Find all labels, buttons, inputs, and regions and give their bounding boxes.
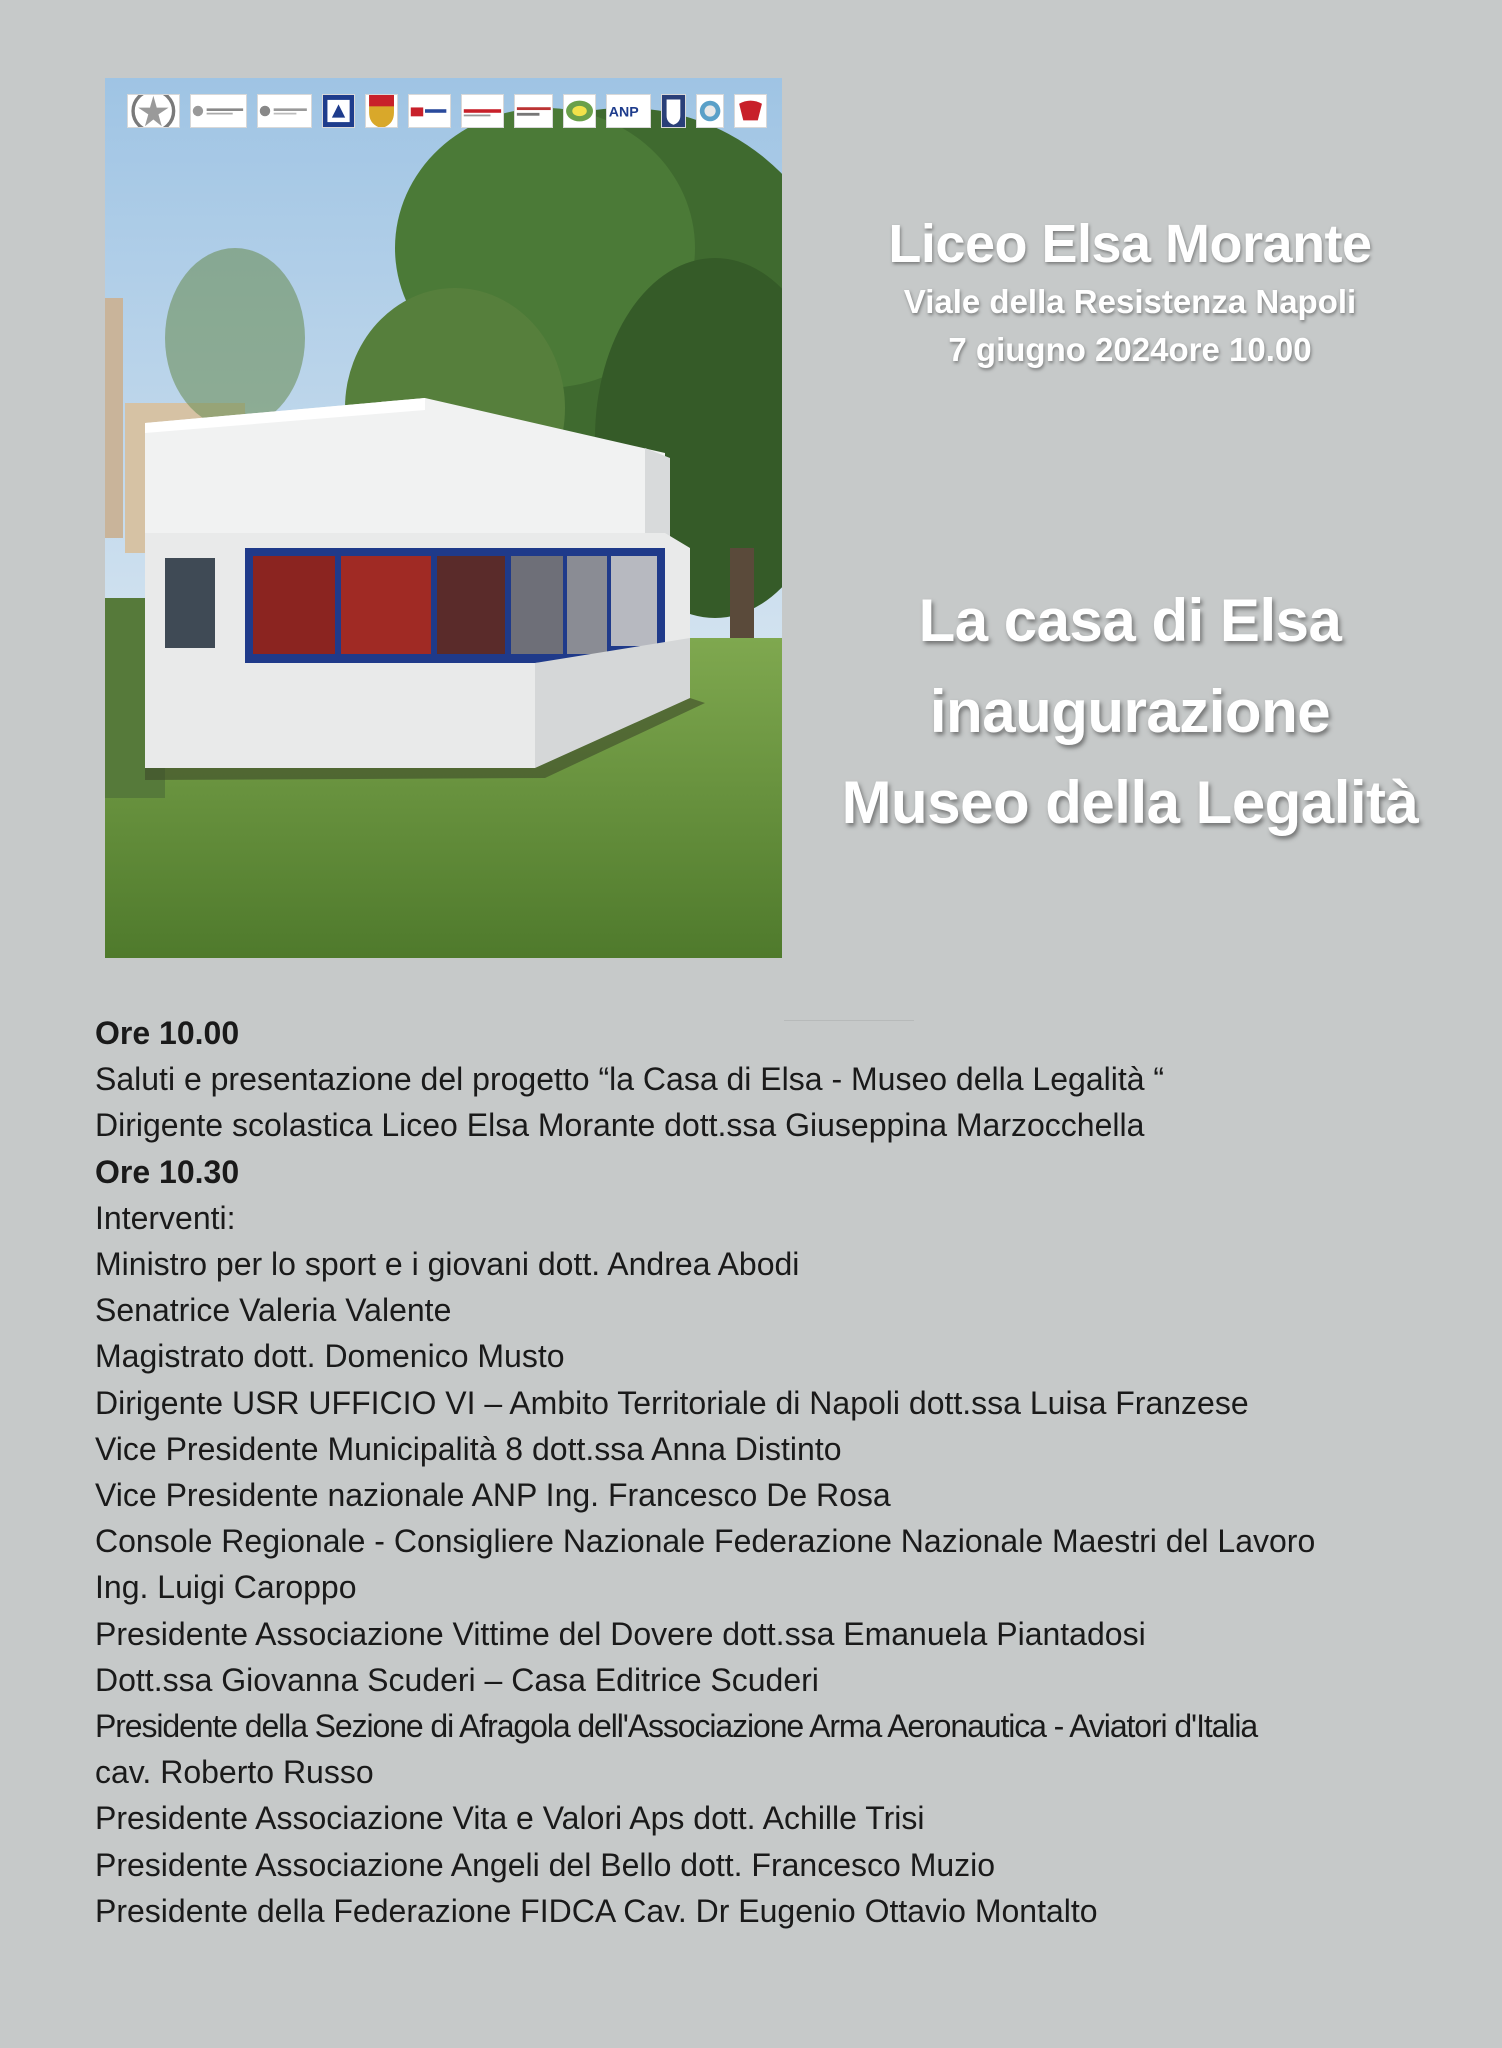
speaker-line: Presidente Associazione Angeli del Bello dott. Francesco Muzio (95, 1846, 996, 1883)
association-logo-3 (514, 94, 554, 128)
anp-logo (606, 94, 651, 128)
region-campania-logo (322, 94, 355, 128)
association-logo-2 (461, 94, 504, 128)
association-logo-green (563, 94, 596, 128)
speaker-line: Ing. Luigi Caroppo (95, 1569, 357, 1606)
event-datetime: 7 giugno 2024ore 10.00 (948, 331, 1312, 368)
speaker-line: Dott.ssa Giovanna Scuderi – Casa Editrice Scuderi (95, 1661, 819, 1698)
fidca-logo (734, 94, 767, 128)
event-title-line-2: inaugurazione (929, 678, 1331, 745)
speaker-line: Presidente Associazione Vita e Valori Aps dott. Achille Trisi (95, 1800, 925, 1837)
event-venue-block (800, 210, 1460, 374)
building-illustration (105, 78, 782, 958)
ministry-logo (190, 94, 248, 128)
program-line: Saluti e presentazione del progetto “la Casa di Elsa - Museo della Legalità “ (95, 1061, 1165, 1098)
speaker-line: Dirigente USR UFFICIO VI – Ambito Territoriale di Napoli dott.ssa Luisa Franzese (95, 1384, 1249, 1421)
sponsor-logo-strip (127, 88, 767, 134)
speaker-line: Ministro per lo sport e i giovani dott. Andrea Abodi (95, 1246, 800, 1283)
speaker-line: Vice Presidente nazionale ANP Ing. Francesco De Rosa (95, 1477, 891, 1514)
association-logo-red (408, 94, 451, 128)
ministry-logo-2 (257, 94, 311, 128)
speaker-line: Presidente della Sezione di Afragola dell'Associazione Arma Aeronautica - Aviatori d'Italia (95, 1708, 1258, 1745)
event-program (95, 1010, 1475, 1934)
program-time-2: Ore 10.30 (95, 1153, 240, 1190)
program-time-1: Ore 10.00 (95, 1015, 240, 1051)
speaker-line: Presidente Associazione Vittime del Dovere dott.ssa Emanuela Piantadosi (95, 1615, 1146, 1652)
program-line: Dirigente scolastica Liceo Elsa Morante dott.ssa Giuseppina Marzocchella (95, 1107, 1145, 1144)
event-title-line-3: Museo della Legalità (841, 769, 1419, 836)
speaker-line: Console Regionale - Consigliere Nazionale Federazione Nazionale Maestri del Lavoro (95, 1523, 1316, 1560)
emblem-italian-republic-logo (127, 94, 180, 128)
venue-address: Viale della Resistenza Napoli (903, 283, 1357, 320)
speaker-line: Magistrato dott. Domenico Musto (95, 1338, 565, 1375)
city-napoli-logo (365, 94, 398, 128)
museum-building-photo (105, 78, 782, 958)
speaker-line: Senatrice Valeria Valente (95, 1292, 452, 1329)
emblem-round-logo (696, 94, 724, 128)
svg-text:ANP: ANP (609, 104, 639, 121)
venue-name: Liceo Elsa Morante (888, 214, 1372, 274)
event-title-line-1: La casa di Elsa (918, 587, 1342, 654)
event-title (780, 575, 1480, 848)
speaker-line: cav. Roberto Russo (95, 1754, 374, 1791)
speaker-line: Presidente della Federazione FIDCA Cav. Dr Eugenio Ottavio Montalto (95, 1892, 1098, 1929)
speaker-line: Vice Presidente Municipalità 8 dott.ssa Anna Distinto (95, 1430, 842, 1467)
interventi-label: Interventi: (95, 1199, 236, 1236)
aeronautica-logo (661, 94, 686, 128)
